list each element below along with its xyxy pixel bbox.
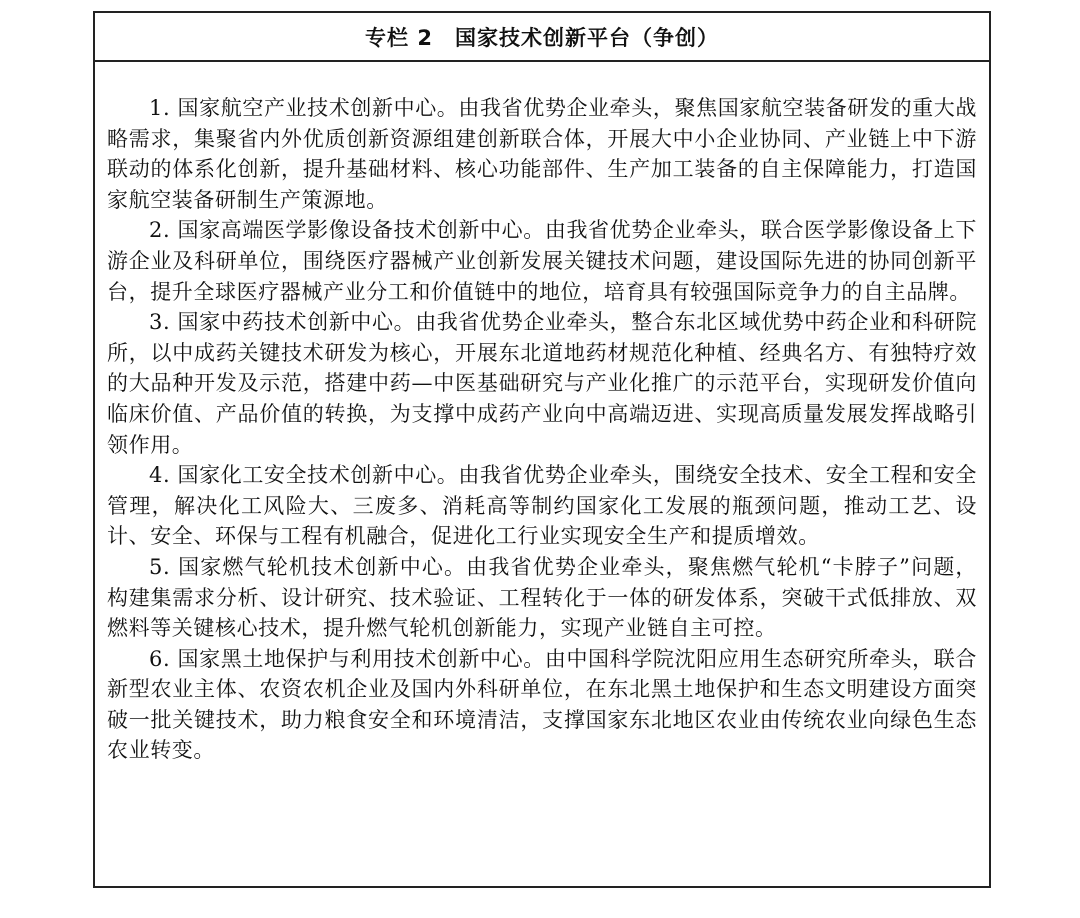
paragraph-5: 5. 国家燃气轮机技术创新中心。由我省优势企业牵头，聚焦燃气轮机“卡脖子”问题，构建集需求分析、设计研究、技术验证、工程转化于一体的研发体系，突破干式低排放、双燃料等关键核心技术，提升燃气轮机创新能力，实现产业链自主可控。 <box>107 554 977 641</box>
paragraph-4: 4. 国家化工安全技术创新中心。由我省优势企业牵头，围绕安全技术、安全工程和安全管理，解决化工风险大、三废多、消耗高等制约国家化工发展的瓶颈问题，推动工艺、设计、安全、环保与工程有机融合，促进化工行业实现安全生产和提质增效。 <box>107 463 977 549</box>
column-content <box>107 93 977 766</box>
column-title: 国家技术创新平台（争创） <box>454 25 719 50</box>
paragraph-1: 1. 国家航空产业技术创新中心。由我省优势企业牵头，聚焦国家航空装备研发的重大战略需求，集聚省内外优质创新资源组建创新联合体，开展大中小企业协同、产业链上中下游联动的体系化创新，提升基础材料、核心功能部件、生产加工装备的自主保障能力，打造国家航空装备研制生产策源地。 <box>107 96 977 212</box>
column-box <box>93 11 991 888</box>
paragraph-6: 6. 国家黑土地保护与利用技术创新中心。由中国科学院沈阳应用生态研究所牵头，联合新型农业主体、农资农机企业及国内外科研单位，在东北黑土地保护和生态文明建设方面突破一批关键技术，助力粮食安全和环境清洁，支撑国家东北地区农业由传统农业向绿色生态农业转变。 <box>107 646 977 763</box>
column-label: 专栏 2 <box>365 25 433 50</box>
column-header <box>95 13 989 62</box>
paragraph-3: 3. 国家中药技术创新中心。由我省优势企业牵头，整合东北区域优势中药企业和科研院所，以中成药关键技术研发为核心，开展东北道地药材规范化种植、经典名方、有独特疗效的大品种开发及示范，搭建中药—中医基础研究与产业化推广的示范平台，实现研发价值向临床价值、产品价值的转换，为支撑中成药产业向中高端迈进、实现高质量发展发挥战略引领作用。 <box>107 310 977 457</box>
paragraph-2: 2. 国家高端医学影像设备技术创新中心。由我省优势企业牵头，联合医学影像设备上下游企业及科研单位，围绕医疗器械产业创新发展关键技术问题，建设国际先进的协同创新平台，提升全球医疗器械产业分工和价值链中的地位，培育具有较强国际竞争力的自主品牌。 <box>107 218 977 304</box>
